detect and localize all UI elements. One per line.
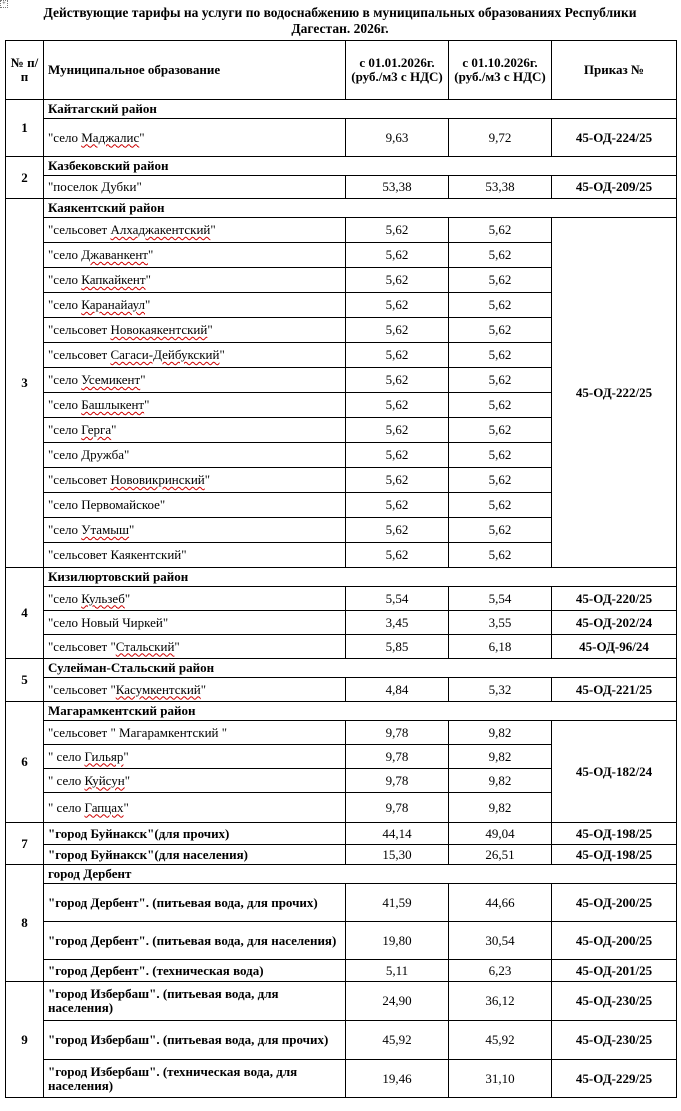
table-row <box>6 587 677 611</box>
tariff-jan-value: 5,85 <box>346 635 449 659</box>
district-row <box>6 100 677 119</box>
tariff-jan-value: 9,78 <box>346 745 449 769</box>
spellcheck-word: Касумкентский <box>115 681 201 697</box>
order-number: 45-ОД-230/25 <box>552 982 677 1021</box>
table-header-row <box>6 41 677 100</box>
spellcheck-word: Кульзеб <box>81 590 125 606</box>
tariff-oct-value: 44,66 <box>449 884 552 922</box>
municipality-cell: "город Дербент". (техническая вода) <box>44 960 346 982</box>
municipality-cell: "село Дружба" <box>44 443 346 468</box>
municipality-cell: "сельсовет Нововикринский" <box>44 468 346 493</box>
spellcheck-word: Каранайаул <box>81 297 145 312</box>
table-move-handle-icon[interactable]: + <box>0 0 8 8</box>
municipality-cell: "сельсовет Каякентский" <box>44 543 346 568</box>
tariff-oct-value: 9,82 <box>449 721 552 745</box>
spellcheck-word: Герга <box>81 422 112 437</box>
tariff-jan-value: 5,62 <box>346 268 449 293</box>
tariff-oct-value: 5,62 <box>449 443 552 468</box>
municipality-cell: "село Кульзеб" <box>44 587 346 611</box>
tariff-table <box>5 40 677 1098</box>
tariff-oct-value: 9,72 <box>449 119 552 157</box>
tariff-oct-value: 5,62 <box>449 518 552 543</box>
municipality-cell: "село Маджалис" <box>44 119 346 157</box>
municipality-cell: "город Дербент". (питьевая вода, для населения) <box>44 922 346 960</box>
tariff-oct-value: 5,62 <box>449 543 552 568</box>
tariff-oct-value: 3,55 <box>449 611 552 635</box>
spellcheck-word: Сагаси-Дейбукский <box>110 347 220 362</box>
row-number: 8 <box>6 865 44 982</box>
tariff-jan-value: 5,62 <box>346 493 449 518</box>
district-row <box>6 199 677 218</box>
tariff-jan-value: 15,30 <box>346 845 449 865</box>
spellcheck-word: Стальский <box>115 638 175 654</box>
header-tariff-jan: с 01.01.2026г. (руб./м3 с НДС) <box>346 41 449 100</box>
tariff-oct-value: 26,51 <box>449 845 552 865</box>
row-number: 1 <box>6 100 44 157</box>
order-number: 45-ОД-198/25 <box>552 823 677 845</box>
tariff-jan-value: 5,62 <box>346 468 449 493</box>
table-row <box>6 176 677 199</box>
municipality-cell: "село Усемикент" <box>44 368 346 393</box>
tariff-jan-value: 5,62 <box>346 368 449 393</box>
municipality-cell: "село Утамыш" <box>44 518 346 543</box>
municipality-cell: "город Избербаш". (питьевая вода, для населения) <box>44 982 346 1021</box>
order-number: 45-ОД-229/25 <box>552 1060 677 1098</box>
spellcheck-word: Новокаякентский <box>110 322 208 337</box>
spellcheck-word: Алхаджакентский <box>110 222 211 237</box>
district-name: Каякентский район <box>44 199 677 218</box>
tariff-jan-value: 4,84 <box>346 678 449 702</box>
table-row <box>6 218 677 243</box>
order-number: 45-ОД-220/25 <box>552 587 677 611</box>
tariff-oct-value: 5,62 <box>449 243 552 268</box>
tariff-oct-value: 9,82 <box>449 769 552 793</box>
tariff-jan-value: 5,62 <box>346 518 449 543</box>
municipality-cell: "сельсовет Алхаджакентский" <box>44 218 346 243</box>
district-name: Сулейман-Стальский район <box>44 659 677 678</box>
spellcheck-word: Джаванкент <box>81 247 148 262</box>
tariff-oct-value: 45,92 <box>449 1021 552 1060</box>
table-row <box>6 611 677 635</box>
tariff-jan-value: 5,11 <box>346 960 449 982</box>
tariff-oct-value: 49,04 <box>449 823 552 845</box>
tariff-jan-value: 9,78 <box>346 769 449 793</box>
tariff-oct-value: 5,62 <box>449 393 552 418</box>
spellcheck-word: Капкайкент <box>81 272 146 287</box>
tariff-jan-value: 5,62 <box>346 318 449 343</box>
tariff-oct-value: 6,23 <box>449 960 552 982</box>
order-number: 45-ОД-198/25 <box>552 845 677 865</box>
municipality-cell: "город Буйнакск"(для населения) <box>44 845 346 865</box>
municipality-cell: "город Дербент". (питьевая вода, для прочих) <box>44 884 346 922</box>
municipality-cell: "сельсовет " Магарамкентский " <box>44 721 346 745</box>
table-row <box>6 982 677 1021</box>
tariff-jan-value: 5,62 <box>346 243 449 268</box>
tariff-jan-value: 9,63 <box>346 119 449 157</box>
order-number: 45-ОД-200/25 <box>552 884 677 922</box>
tariff-oct-value: 5,32 <box>449 678 552 702</box>
municipality-cell: "сельсовет Сагаси-Дейбукский" <box>44 343 346 368</box>
order-number: 45-ОД-202/24 <box>552 611 677 635</box>
header-order: Приказ № <box>552 41 677 100</box>
tariff-oct-value: 30,54 <box>449 922 552 960</box>
municipality-cell: "сельсовет "Касумкентский" <box>44 678 346 702</box>
row-number: 7 <box>6 823 44 865</box>
tariff-oct-value: 9,82 <box>449 745 552 769</box>
row-number: 6 <box>6 702 44 823</box>
row-number: 4 <box>6 568 44 659</box>
municipality-cell: "село Каранайаул" <box>44 293 346 318</box>
tariff-oct-value: 53,38 <box>449 176 552 199</box>
table-row <box>6 635 677 659</box>
municipality-cell: "село Башлыкент" <box>44 393 346 418</box>
spellcheck-word: Башлыкент <box>81 397 145 412</box>
tariff-jan-value: 24,90 <box>346 982 449 1021</box>
header-municipality: Муниципальное образование <box>44 41 346 100</box>
municipality-cell: "село Новый Чиркей" <box>44 611 346 635</box>
district-row <box>6 702 677 721</box>
tariff-oct-value: 5,62 <box>449 493 552 518</box>
spellcheck-word: Гильяр <box>84 748 124 764</box>
row-number: 2 <box>6 157 44 199</box>
tariff-jan-value: 9,78 <box>346 793 449 823</box>
district-name: город Дербент <box>44 865 677 884</box>
table-row <box>6 823 677 845</box>
tariff-jan-value: 41,59 <box>346 884 449 922</box>
district-row <box>6 157 677 176</box>
tariff-jan-value: 44,14 <box>346 823 449 845</box>
tariff-oct-value: 5,54 <box>449 587 552 611</box>
tariff-oct-value: 5,62 <box>449 318 552 343</box>
municipality-cell: "город Избербаш". (техническая вода, для населения) <box>44 1060 346 1098</box>
header-num: № п/п <box>6 41 44 100</box>
table-row <box>6 960 677 982</box>
tariff-oct-value: 5,62 <box>449 218 552 243</box>
tariff-jan-value: 5,62 <box>346 343 449 368</box>
order-number: 45-ОД-222/25 <box>552 218 677 568</box>
table-row <box>6 1060 677 1098</box>
row-number: 9 <box>6 982 44 1098</box>
tariff-jan-value: 19,46 <box>346 1060 449 1098</box>
table-row <box>6 721 677 745</box>
tariff-jan-value: 5,62 <box>346 293 449 318</box>
tariff-jan-value: 5,62 <box>346 543 449 568</box>
order-number: 45-ОД-201/25 <box>552 960 677 982</box>
spellcheck-word: Утамыш <box>81 522 130 537</box>
spellcheck-word: Нововикринский <box>110 472 205 487</box>
order-number: 45-ОД-182/24 <box>552 721 677 823</box>
tariff-jan-value: 5,62 <box>346 218 449 243</box>
table-row <box>6 1021 677 1060</box>
spellcheck-word: Усемикент <box>81 372 141 387</box>
tariff-jan-value: 5,54 <box>346 587 449 611</box>
tariff-oct-value: 31,10 <box>449 1060 552 1098</box>
tariff-jan-value: 3,45 <box>346 611 449 635</box>
order-number: 45-ОД-230/25 <box>552 1021 677 1060</box>
municipality-cell: "сельсовет Новокаякентский" <box>44 318 346 343</box>
municipality-cell: "село Первомайское" <box>44 493 346 518</box>
spellcheck-word: Куйсун <box>84 772 125 788</box>
row-number: 5 <box>6 659 44 702</box>
municipality-cell: "поселок Дубки" <box>44 176 346 199</box>
tariff-oct-value: 5,62 <box>449 368 552 393</box>
order-number: 45-ОД-209/25 <box>552 176 677 199</box>
district-row <box>6 865 677 884</box>
tariff-oct-value: 5,62 <box>449 293 552 318</box>
municipality-cell: "сельсовет "Стальский" <box>44 635 346 659</box>
municipality-cell: " село Гильяр" <box>44 745 346 769</box>
tariff-oct-value: 5,62 <box>449 468 552 493</box>
row-number: 3 <box>6 199 44 568</box>
municipality-cell: " село Куйсун" <box>44 769 346 793</box>
district-name: Кайтагский район <box>44 100 677 119</box>
spellcheck-word: Гапцах <box>84 799 124 815</box>
table-row <box>6 119 677 157</box>
tariff-jan-value: 5,62 <box>346 418 449 443</box>
district-name: Магарамкентский район <box>44 702 677 721</box>
tariff-oct-value: 36,12 <box>449 982 552 1021</box>
header-tariff-oct: с 01.10.2026г. (руб./м3 с НДС) <box>449 41 552 100</box>
tariff-oct-value: 5,62 <box>449 268 552 293</box>
tariff-oct-value: 5,62 <box>449 343 552 368</box>
district-name: Казбековский район <box>44 157 677 176</box>
tariff-jan-value: 5,62 <box>346 393 449 418</box>
order-number: 45-ОД-200/25 <box>552 922 677 960</box>
tariff-jan-value: 45,92 <box>346 1021 449 1060</box>
district-row <box>6 568 677 587</box>
page-title: Действующие тарифы на услуги по водоснабжению в муниципальных образованиях Республики Дагестан. 2026г. <box>43 5 637 36</box>
spellcheck-word: Маджалис <box>81 129 140 145</box>
municipality-cell: "село Капкайкент" <box>44 268 346 293</box>
district-name: Кизилюртовский район <box>44 568 677 587</box>
tariff-jan-value: 5,62 <box>346 443 449 468</box>
municipality-cell: "село Джаванкент" <box>44 243 346 268</box>
table-row <box>6 884 677 922</box>
table-row <box>6 678 677 702</box>
tariff-oct-value: 5,62 <box>449 418 552 443</box>
table-row <box>6 845 677 865</box>
municipality-cell: " село Гапцах" <box>44 793 346 823</box>
tariff-oct-value: 6,18 <box>449 635 552 659</box>
order-number: 45-ОД-221/25 <box>552 678 677 702</box>
tariff-jan-value: 9,78 <box>346 721 449 745</box>
table-row <box>6 922 677 960</box>
tariff-jan-value: 53,38 <box>346 176 449 199</box>
district-row <box>6 659 677 678</box>
municipality-cell: "город Буйнакск"(для прочих) <box>44 823 346 845</box>
municipality-cell: "город Избербаш". (питьевая вода, для прочих) <box>44 1021 346 1060</box>
tariff-jan-value: 19,80 <box>346 922 449 960</box>
tariff-oct-value: 9,82 <box>449 793 552 823</box>
order-number: 45-ОД-96/24 <box>552 635 677 659</box>
municipality-cell: "село Герга" <box>44 418 346 443</box>
order-number: 45-ОД-224/25 <box>552 119 677 157</box>
